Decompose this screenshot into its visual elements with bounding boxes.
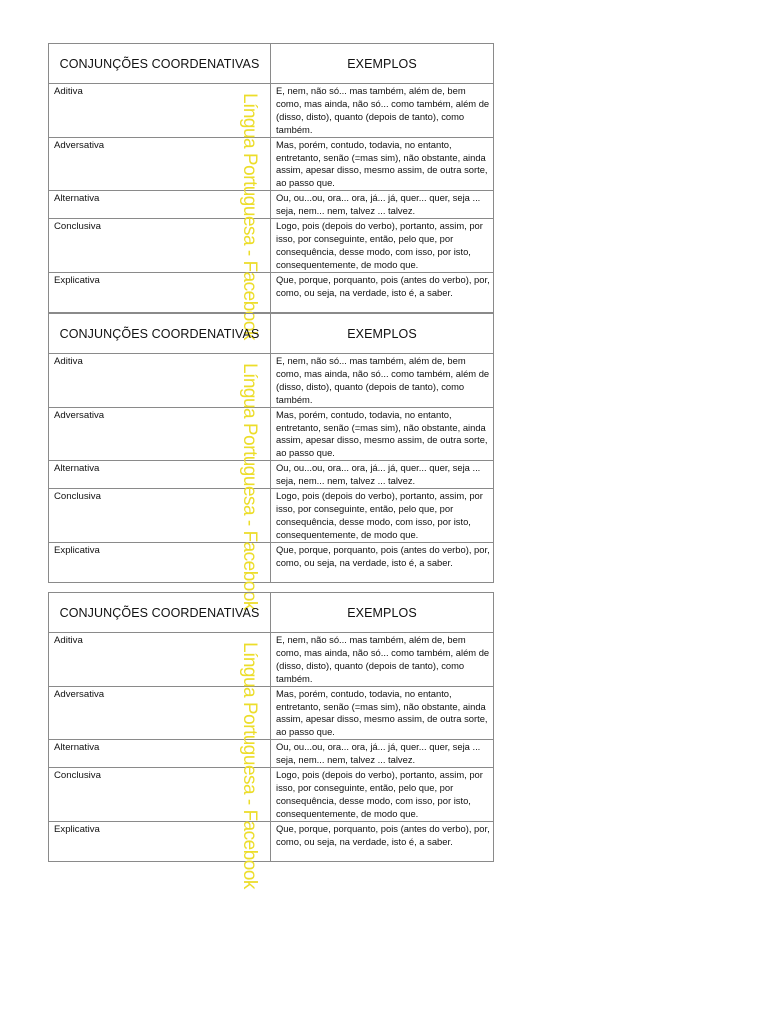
header-exemplos: EXEMPLOS [271,44,494,84]
watermark-text: Língua Portuguesa - Facebook [239,93,260,340]
table-row [49,84,494,138]
conjunction-table-2 [48,313,493,610]
category-cell: Aditiva [49,84,271,138]
table-row [49,633,494,687]
examples-cell: E, nem, não só... mas também, além de, bem como, mas ainda, não só... como também, além de (disso, disto), quanto (depois de tanto), como também. [271,84,494,138]
category-cell: Adversativa [49,686,271,740]
header-conjuncoes: CONJUNÇÕES COORDENATIVAS [49,314,271,354]
examples-cell: Ou, ou...ou, ora... ora, já... já, quer... quer, seja ... seja, nem... nem, talvez ... talvez. [271,461,494,489]
examples-cell: Logo, pois (depois do verbo), portanto, assim, por isso, por conseguinte, então, pelo que, por consequência, desse modo, com isso, por isto, consequentemente, de modo que. [271,489,494,543]
table-row [49,272,494,312]
category-cell: Aditiva [49,354,271,408]
table-row [49,191,494,219]
table-row [49,740,494,768]
category-cell: Alternativa [49,461,271,489]
category-cell: Alternativa [49,191,271,219]
table-row [49,137,494,191]
conjunction-table-3 [48,592,493,889]
category-cell: Conclusiva [49,768,271,822]
conjunction-table-1 [48,43,493,340]
table-row [49,461,494,489]
table-row [49,686,494,740]
table-row [49,542,494,582]
table-row [49,354,494,408]
examples-cell: Ou, ou...ou, ora... ora, já... já, quer... quer, seja ... seja, nem... nem, talvez ... talvez. [271,191,494,219]
watermark-text: Língua Portuguesa - Facebook [239,642,260,889]
header-exemplos: EXEMPLOS [271,593,494,633]
examples-cell: Logo, pois (depois do verbo), portanto, assim, por isso, por conseguinte, então, pelo que, por consequência, desse modo, com isso, por isto, consequentemente, de modo que. [271,219,494,273]
header-exemplos: EXEMPLOS [271,314,494,354]
category-cell: Explicativa [49,272,271,312]
table-row [49,821,494,861]
table-header-row [49,593,494,633]
table-header-row [49,44,494,84]
table-row [49,768,494,822]
examples-cell: Que, porque, porquanto, pois (antes do verbo), por, como, ou seja, na verdade, isto é, a saber. [271,821,494,861]
category-cell: Explicativa [49,821,271,861]
examples-cell: Mas, porém, contudo, todavia, no entanto, entretanto, senão (=mas sim), não obstante, ainda assim, apesar disso, mesmo assim, de outra sorte, ao passo que. [271,686,494,740]
table-row [49,407,494,461]
watermark-text: Língua Portuguesa - Facebook [239,363,260,610]
examples-cell: Mas, porém, contudo, todavia, no entanto, entretanto, senão (=mas sim), não obstante, ainda assim, apesar disso, mesmo assim, de outra sorte, ao passo que. [271,137,494,191]
category-cell: Aditiva [49,633,271,687]
category-cell: Adversativa [49,137,271,191]
table-header-row [49,314,494,354]
table-row [49,219,494,273]
examples-cell: E, nem, não só... mas também, além de, bem como, mas ainda, não só... como também, além de (disso, disto), quanto (depois de tanto), como também. [271,633,494,687]
table-row [49,489,494,543]
header-conjuncoes: CONJUNÇÕES COORDENATIVAS [49,593,271,633]
examples-cell: Ou, ou...ou, ora... ora, já... já, quer... quer, seja ... seja, nem... nem, talvez ... talvez. [271,740,494,768]
examples-cell: Que, porque, porquanto, pois (antes do verbo), por, como, ou seja, na verdade, isto é, a saber. [271,272,494,312]
examples-cell: E, nem, não só... mas também, além de, bem como, mas ainda, não só... como também, além de (disso, disto), quanto (depois de tanto), como também. [271,354,494,408]
category-cell: Conclusiva [49,219,271,273]
category-cell: Explicativa [49,542,271,582]
examples-cell: Que, porque, porquanto, pois (antes do verbo), por, como, ou seja, na verdade, isto é, a saber. [271,542,494,582]
category-cell: Conclusiva [49,489,271,543]
examples-cell: Mas, porém, contudo, todavia, no entanto, entretanto, senão (=mas sim), não obstante, ainda assim, apesar disso, mesmo assim, de outra sorte, ao passo que. [271,407,494,461]
header-conjuncoes: CONJUNÇÕES COORDENATIVAS [49,44,271,84]
examples-cell: Logo, pois (depois do verbo), portanto, assim, por isso, por conseguinte, então, pelo que, por consequência, desse modo, com isso, por isto, consequentemente, de modo que. [271,768,494,822]
category-cell: Alternativa [49,740,271,768]
category-cell: Adversativa [49,407,271,461]
